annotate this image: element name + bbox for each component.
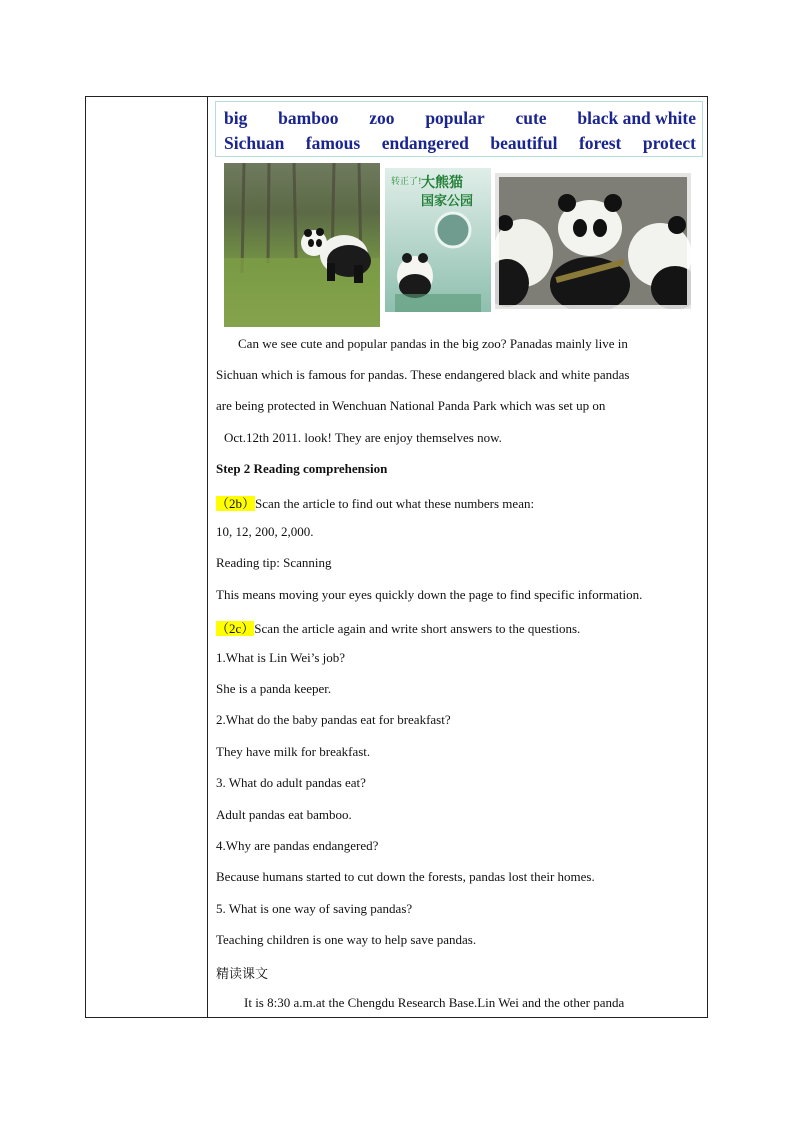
vocab-word: endangered [381, 133, 469, 153]
step2-heading: Step 2 Reading comprehension [216, 461, 388, 476]
reading-tip-text: This means moving your eyes quickly down the page to find specific information. [216, 587, 643, 602]
answer-1: She is a panda keeper. [216, 681, 332, 696]
intro-line-2: Sichuan which is famous for pandas. These endangered black and white pandas [216, 367, 630, 382]
intro-line-3: are being protected in Wenchuan National Panda Park which was set up on [216, 398, 606, 413]
panda-park-poster [385, 168, 491, 312]
task-2c [216, 618, 699, 637]
numbers-line: 10, 12, 200, 2,000. [216, 524, 314, 539]
poster-small-text: 转正了! [391, 177, 422, 187]
content-cell [209, 97, 707, 1017]
reading-tip-title: Reading tip: Scanning [216, 555, 332, 570]
task-2b [216, 493, 699, 512]
question-5: 5. What is one way of saving pandas? [216, 901, 413, 916]
vocab-word: zoo [369, 108, 395, 128]
intro-line-4: Oct.12th 2011. look! They are enjoy themselves now. [224, 430, 502, 445]
question-1: 1.What is Lin Wei’s job? [216, 650, 346, 665]
lesson-table [85, 96, 708, 1018]
vocab-word: famous [305, 133, 361, 153]
vocab-word: bamboo [278, 108, 339, 128]
vocab-word: black and white [577, 108, 696, 128]
column-divider [207, 97, 208, 1017]
vocab-word: popular [425, 108, 485, 128]
intro-line-1: Can we see cute and popular pandas in the big zoo? Panadas mainly live in [238, 336, 628, 351]
vocab-word: big [224, 108, 248, 128]
answer-5: Teaching children is one way to help save pandas. [216, 932, 477, 947]
vocab-line-2 [224, 131, 696, 156]
vocabulary-box [215, 101, 703, 157]
task-2c-tag: （2c） [216, 621, 255, 636]
vocab-word: cute [515, 108, 547, 128]
answer-2: They have milk for breakfast. [216, 744, 371, 759]
intensive-reading-heading: 精读课文 [216, 967, 269, 982]
task-2b-text: Scan the article to find out what these numbers mean: [255, 496, 535, 511]
question-3: 3. What do adult pandas eat? [216, 775, 366, 790]
pandas-group-photo [495, 173, 691, 309]
vocab-word: protect [642, 133, 696, 153]
vocab-line-1 [224, 106, 696, 131]
task-2c-text: Scan the article again and write short answers to the questions. [254, 621, 581, 636]
poster-title: 大熊猫 [421, 175, 463, 191]
passage-first-line: It is 8:30 a.m.at the Chengdu Research Base.Lin Wei and the other panda [244, 995, 625, 1010]
question-4: 4.Why are pandas endangered? [216, 838, 379, 853]
poster-subtitle: 国家公园 [421, 194, 474, 209]
panda-forest-photo [224, 163, 380, 327]
answer-4: Because humans started to cut down the forests, pandas lost their homes. [216, 869, 595, 884]
question-2: 2.What do the baby pandas eat for breakfast? [216, 712, 451, 727]
vocab-word: forest [578, 133, 622, 153]
answer-3: Adult pandas eat bamboo. [216, 807, 352, 822]
task-2b-tag: （2b） [216, 496, 256, 511]
vocab-word: beautiful [490, 133, 558, 153]
vocab-word: Sichuan [224, 133, 285, 153]
